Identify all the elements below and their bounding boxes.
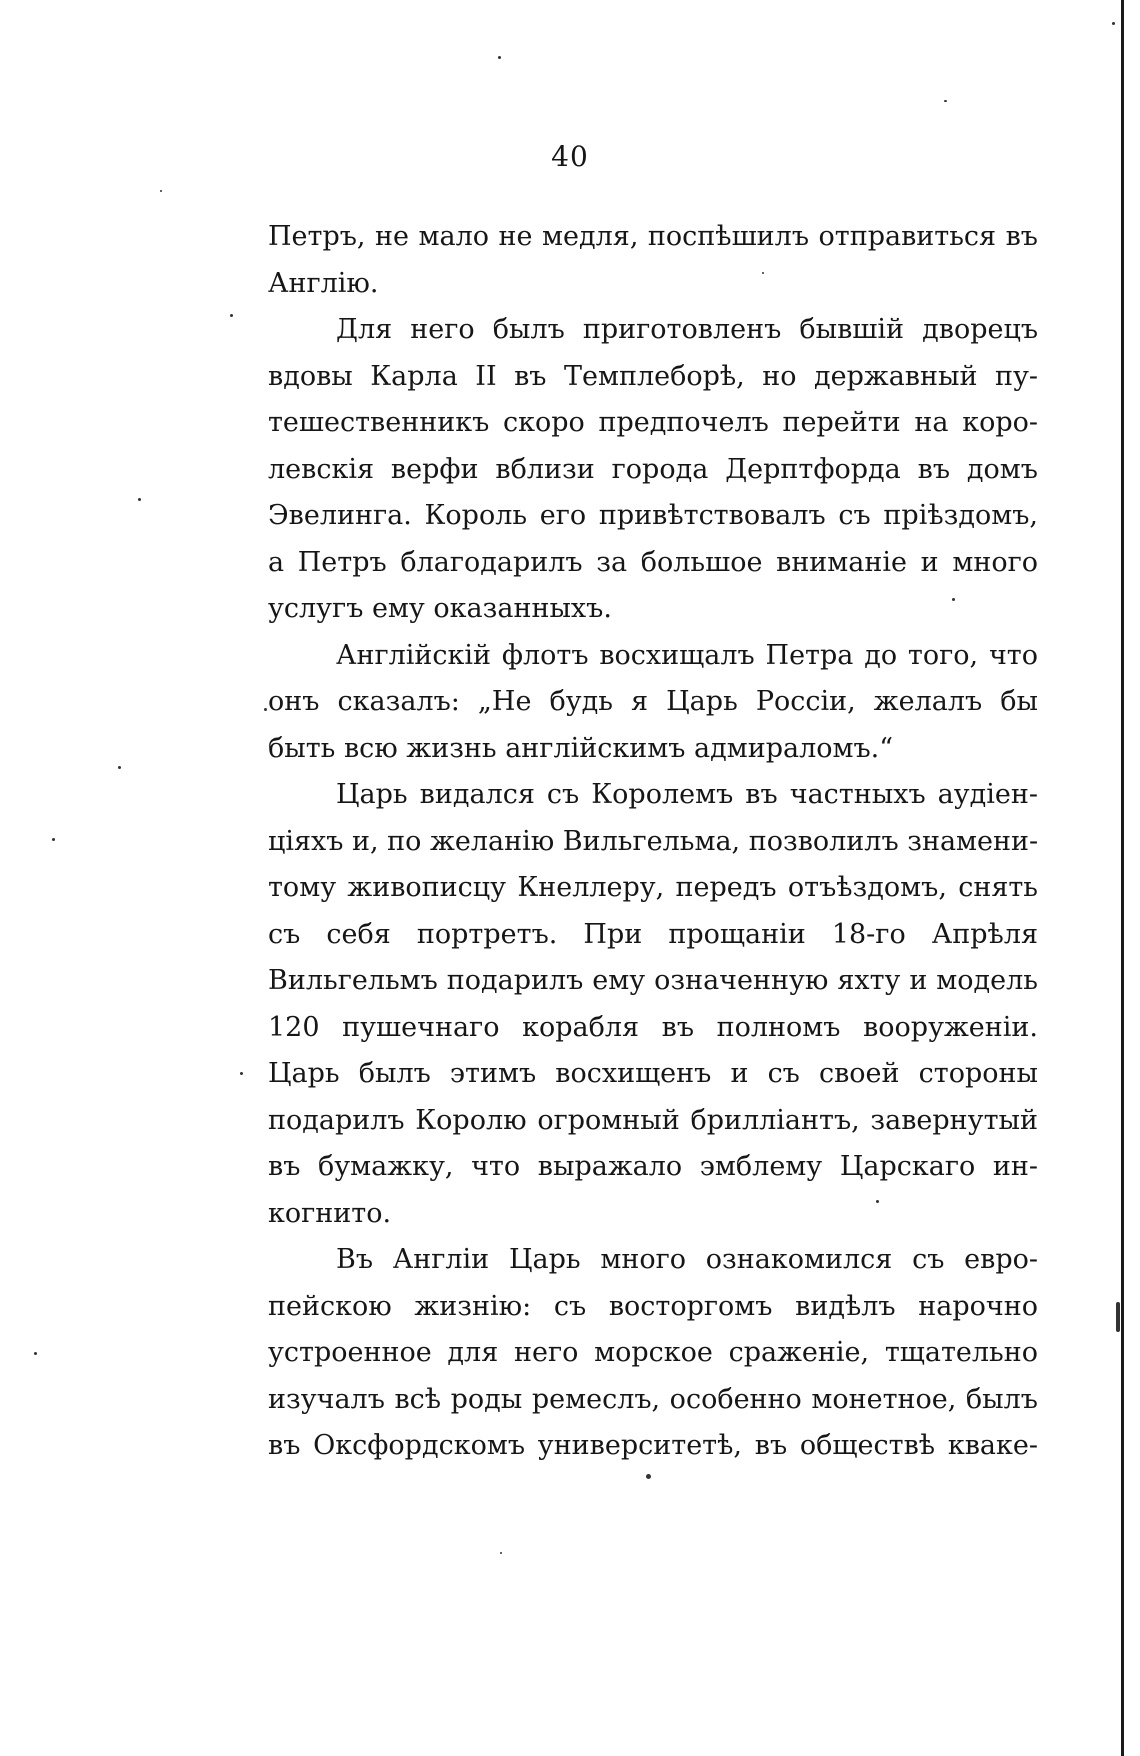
scan-speck xyxy=(160,190,162,192)
scan-speck xyxy=(230,314,233,317)
page-edge-line xyxy=(1121,0,1124,1756)
text-line: Петръ, не мало не медля, поспѣшилъ отправиться въ xyxy=(268,221,1038,252)
scan-speck xyxy=(646,1474,651,1479)
page-number: 40 xyxy=(551,140,589,173)
scan-speck xyxy=(498,56,501,59)
scan-speck xyxy=(240,1072,243,1075)
scan-speck xyxy=(34,1352,37,1355)
text-line: въ бумажку, что выражало эмблему Царскаго ин- xyxy=(268,1151,1038,1182)
text-line: быть всю жизнь англійскимъ адмираломъ.“ xyxy=(268,732,894,764)
scan-speck xyxy=(52,838,55,841)
body-text xyxy=(268,214,1038,1470)
text-line: левскія верфи вблизи города Дерптфорда въ домъ xyxy=(268,453,1038,485)
scan-speck xyxy=(500,1552,502,1554)
text-line: Англію. xyxy=(268,267,379,299)
scan-speck xyxy=(118,766,121,769)
text-line: тешественникъ скоро предпочелъ перейти на коро- xyxy=(268,407,1038,438)
text-line: Въ Англіи Царь много ознакомился съ евро- xyxy=(336,1244,1038,1275)
text-line: пейскою жизнію: съ восторгомъ видѣлъ нарочно xyxy=(268,1290,1038,1322)
scan-speck xyxy=(264,708,267,711)
text-line: изучалъ всѣ роды ремеслъ, особенно монетное, былъ xyxy=(268,1383,1038,1415)
scan-speck xyxy=(952,598,955,601)
text-line: 120 пушечнаго корабля въ полномъ вооруженіи. xyxy=(268,1011,1038,1043)
text-line: Царь былъ этимъ восхищенъ и съ своей стороны xyxy=(268,1058,1038,1089)
text-line: въ Оксфордскомъ университетѣ, въ обществѣ кваке- xyxy=(268,1430,1038,1461)
scan-speck xyxy=(138,498,141,501)
scan-speck xyxy=(876,1200,879,1203)
text-line: Вильгельмъ подарилъ ему означенную яхту и модель xyxy=(268,965,1038,996)
text-line: когнито. xyxy=(268,1197,392,1229)
text-line: Эвелинга. Король его привѣтствовалъ съ пріѣздомъ, xyxy=(268,500,1038,531)
text-line: Для него былъ приготовленъ бывшій дворецъ xyxy=(336,314,1038,345)
scan-speck xyxy=(944,100,947,102)
text-line: вдовы Карла II въ Темплеборѣ, но державный пу- xyxy=(268,360,1038,392)
scan-speck xyxy=(1116,1302,1120,1332)
text-line: тому живописцу Кнеллеру, передъ отъѣздомъ, снять xyxy=(268,872,1038,903)
text-line: ціяхъ и, по желанію Вильгельма, позволилъ знамени- xyxy=(268,825,1039,857)
text-line: съ себя портретъ. При прощаніи 18-го Апрѣля xyxy=(268,918,1038,950)
text-line: Англійскій флотъ восхищалъ Петра до того, что xyxy=(336,639,1038,671)
text-line: онъ сказалъ: „Не будь я Царь Россіи, желалъ бы xyxy=(268,686,1038,717)
scan-speck xyxy=(1112,22,1115,25)
text-line: подарилъ Королю огромный брилліантъ, завернутый xyxy=(268,1104,1038,1136)
scan-speck xyxy=(762,272,764,274)
text-line: Царь видался съ Королемъ въ частныхъ аудіен- xyxy=(336,779,1038,810)
text-line: устроенное для него морское сраженіе, тщательно xyxy=(268,1337,1038,1368)
text-line: а Петръ благодарилъ за большое вниманіе и много xyxy=(268,546,1038,578)
text-line: услугъ ему оказанныхъ. xyxy=(268,593,612,624)
